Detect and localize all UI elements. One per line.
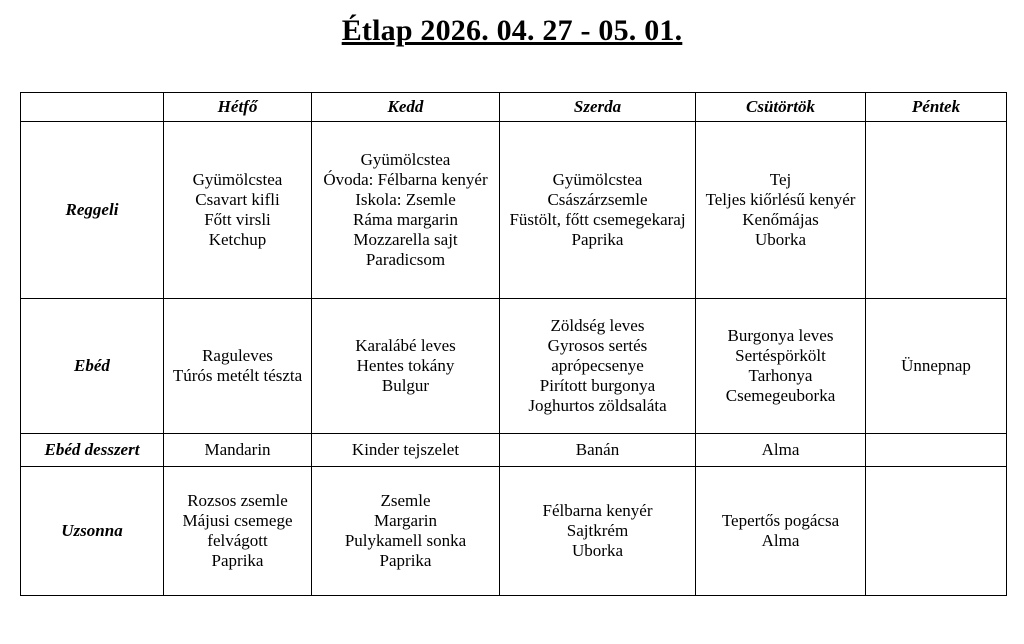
cell-snack-thursday: Tepertős pogácsa Alma xyxy=(696,467,866,596)
weekly-menu-table xyxy=(20,92,1007,596)
cell-snack-friday xyxy=(866,467,1007,596)
cell-breakfast-wednesday: Gyümölcstea Császárzsemle Füstölt, főtt csemegekaraj Paprika xyxy=(500,122,696,299)
table-row xyxy=(21,467,1007,596)
cell-snack-wednesday: Félbarna kenyér Sajtkrém Uborka xyxy=(500,467,696,596)
column-header-thursday: Csütörtök xyxy=(696,93,866,122)
row-label-breakfast: Reggeli xyxy=(21,122,164,299)
cell-dessert-wednesday: Banán xyxy=(500,434,696,467)
row-label-lunch: Ebéd xyxy=(21,299,164,434)
table-row xyxy=(21,122,1007,299)
cell-lunch-friday: Ünnepnap xyxy=(866,299,1007,434)
cell-breakfast-friday xyxy=(866,122,1007,299)
cell-dessert-friday xyxy=(866,434,1007,467)
cell-snack-monday: Rozsos zsemle Májusi csemege felvágott Paprika xyxy=(164,467,312,596)
cell-lunch-monday: Raguleves Túrós metélt tészta xyxy=(164,299,312,434)
document-page xyxy=(0,14,1024,644)
table-row xyxy=(21,299,1007,434)
page-title: Étlap 2026. 04. 27 - 05. 01. xyxy=(341,14,683,47)
table-row xyxy=(21,434,1007,467)
column-header-wednesday: Szerda xyxy=(500,93,696,122)
table-header-row xyxy=(21,93,1007,122)
cell-dessert-thursday: Alma xyxy=(696,434,866,467)
row-label-lunch-dessert: Ebéd desszert xyxy=(21,434,164,467)
cell-dessert-tuesday: Kinder tejszelet xyxy=(312,434,500,467)
cell-lunch-thursday: Burgonya leves Sertéspörkölt Tarhonya Csemegeuborka xyxy=(696,299,866,434)
menu-table-wrap xyxy=(20,92,1004,596)
cell-snack-tuesday: Zsemle Margarin Pulykamell sonka Paprika xyxy=(312,467,500,596)
row-label-snack: Uzsonna xyxy=(21,467,164,596)
cell-breakfast-monday: Gyümölcstea Csavart kifli Főtt virsli Ketchup xyxy=(164,122,312,299)
column-header-monday: Hétfő xyxy=(164,93,312,122)
cell-lunch-tuesday: Karalábé leves Hentes tokány Bulgur xyxy=(312,299,500,434)
column-header-friday: Péntek xyxy=(866,93,1007,122)
cell-dessert-monday: Mandarin xyxy=(164,434,312,467)
table-corner-cell xyxy=(21,93,164,122)
cell-lunch-wednesday: Zöldség leves Gyrosos sertés aprópecsenye Pirított burgonya Joghurtos zöldsaláta xyxy=(500,299,696,434)
cell-breakfast-tuesday: Gyümölcstea Óvoda: Félbarna kenyér Iskola: Zsemle Ráma margarin Mozzarella sajt Paradicsom xyxy=(312,122,500,299)
column-header-tuesday: Kedd xyxy=(312,93,500,122)
cell-breakfast-thursday: Tej Teljes kiőrlésű kenyér Kenőmájas Uborka xyxy=(696,122,866,299)
